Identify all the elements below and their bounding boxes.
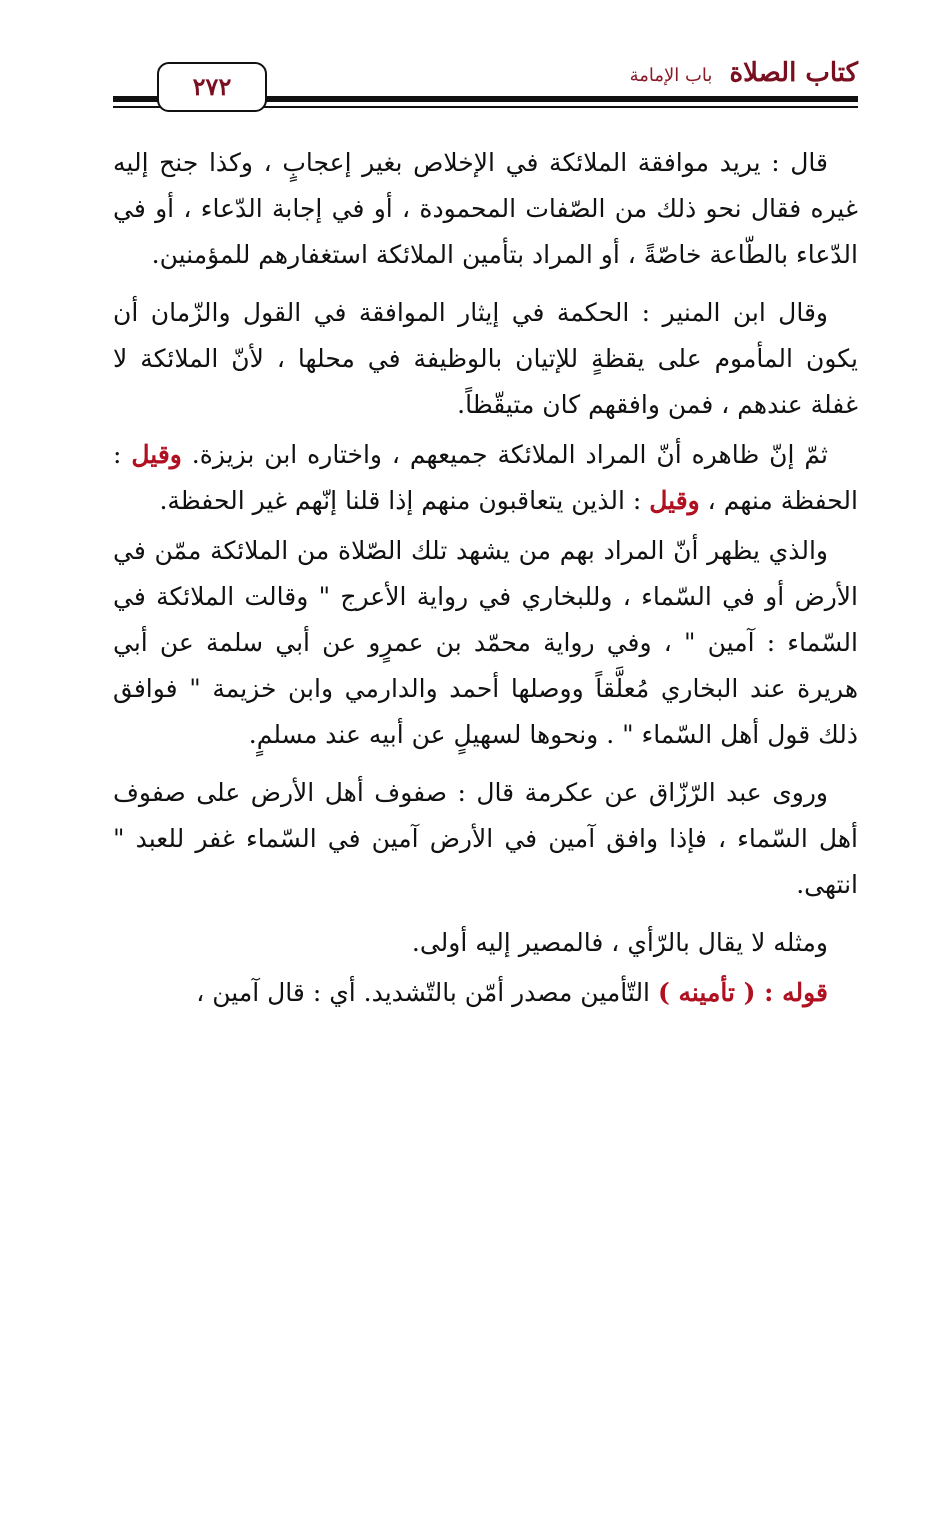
- paragraph-text: قال : يريد موافقة الملائكة في الإخلاص بغير إعجابٍ ، وكذا جنح إليه غيره فقال نحو ذلك من الصّفات المحمودة ، أو في إجابة الدّعاء ، أو في الدّعاء بالطّاعة خاصّةً ، أو المراد بتأمين الملائكة استغفارهم للمؤمنين.: [113, 148, 858, 269]
- paragraph: [113, 140, 858, 278]
- page-number: ٢٧٢: [192, 72, 232, 101]
- paragraph-text: ثمّ إنّ ظاهره أنّ المراد الملائكة جميعهم ، واختاره ابن بزيزة.: [181, 440, 828, 469]
- paragraph-text: وقال ابن المنير : الحكمة في إيثار الموافقة في القول والزّمان أن يكون المأموم على يقظةٍ للإتيان بالوظيفة في محلها ، لأنّ الملائكة لا غفلة عندهم ، فمن وافقهم كان متيقّظاً.: [113, 298, 858, 419]
- chapter-name: باب الإمامة: [629, 65, 713, 86]
- highlighted-term: وقيل: [649, 486, 700, 515]
- page-number-box: [157, 62, 267, 112]
- paragraph: [113, 528, 858, 758]
- page-body: [113, 140, 858, 1016]
- paragraph: [113, 432, 858, 524]
- paragraph: [113, 970, 858, 1016]
- running-title: [630, 58, 858, 88]
- paragraph-text: والذي يظهر أنّ المراد بهم من يشهد تلك الصّلاة من الملائكة ممّن في الأرض أو في السّماء ، وللبخاري في رواية الأعرج " وقالت الملائكة في السّماء : آمين " ، وفي رواية محمّد بن عمرٍو عن أبي سلمة عن أبي هريرة عند البخاري مُعلَّقاً ووصلها أحمد والدارمي وابن خزيمة " فوافق ذلك قول أهل السّماء " . ونحوها لسهيلٍ عن أبيه عند مسلمٍ.: [113, 536, 858, 749]
- paragraph: [113, 770, 858, 908]
- paragraph: [113, 920, 858, 966]
- paragraph: [113, 290, 858, 428]
- paragraph-text: ومثله لا يقال بالرّأي ، فالمصير إليه أولى.: [411, 928, 828, 957]
- highlighted-term: قوله : ( تأمينه ): [657, 978, 828, 1007]
- page-header: [113, 40, 858, 115]
- paragraph-text: : الذين يتعاقبون منهم إذا قلنا إنّهم غير الحفظة.: [159, 486, 650, 515]
- paragraph-text: وروى عبد الرّزّاق عن عكرمة قال : صفوف أهل الأرض على صفوف أهل السّماء ، فإذا وافق آمين في الأرض آمين في السّماء غفر للعبد " انتهى.: [113, 778, 858, 899]
- book-title: كتاب الصلاة: [729, 58, 858, 88]
- highlighted-term: وقيل: [131, 440, 182, 469]
- paragraph-text: التّأمين مصدر أمّن بالتّشديد. أي : قال آمين ،: [196, 978, 658, 1007]
- paragraph-text: : الحفظة منهم ،: [113, 440, 858, 515]
